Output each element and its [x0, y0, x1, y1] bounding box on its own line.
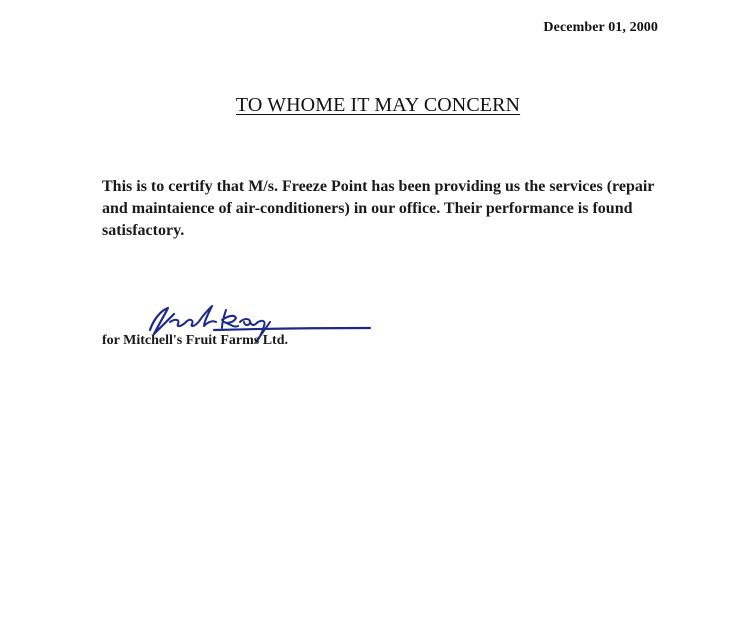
letter-title: TO WHOME IT MAY CONCERN	[235, 94, 521, 116]
letter-body: This is to certify that M/s. Freeze Point has been providing us the services (repair and maintaience of air-conditioners) in our office. Their performance is found satisfactory.	[102, 178, 655, 239]
letter-date: December 01, 2000	[543, 20, 658, 35]
signatory-company: for Mitchell's Fruit Farms Ltd.	[102, 333, 288, 348]
